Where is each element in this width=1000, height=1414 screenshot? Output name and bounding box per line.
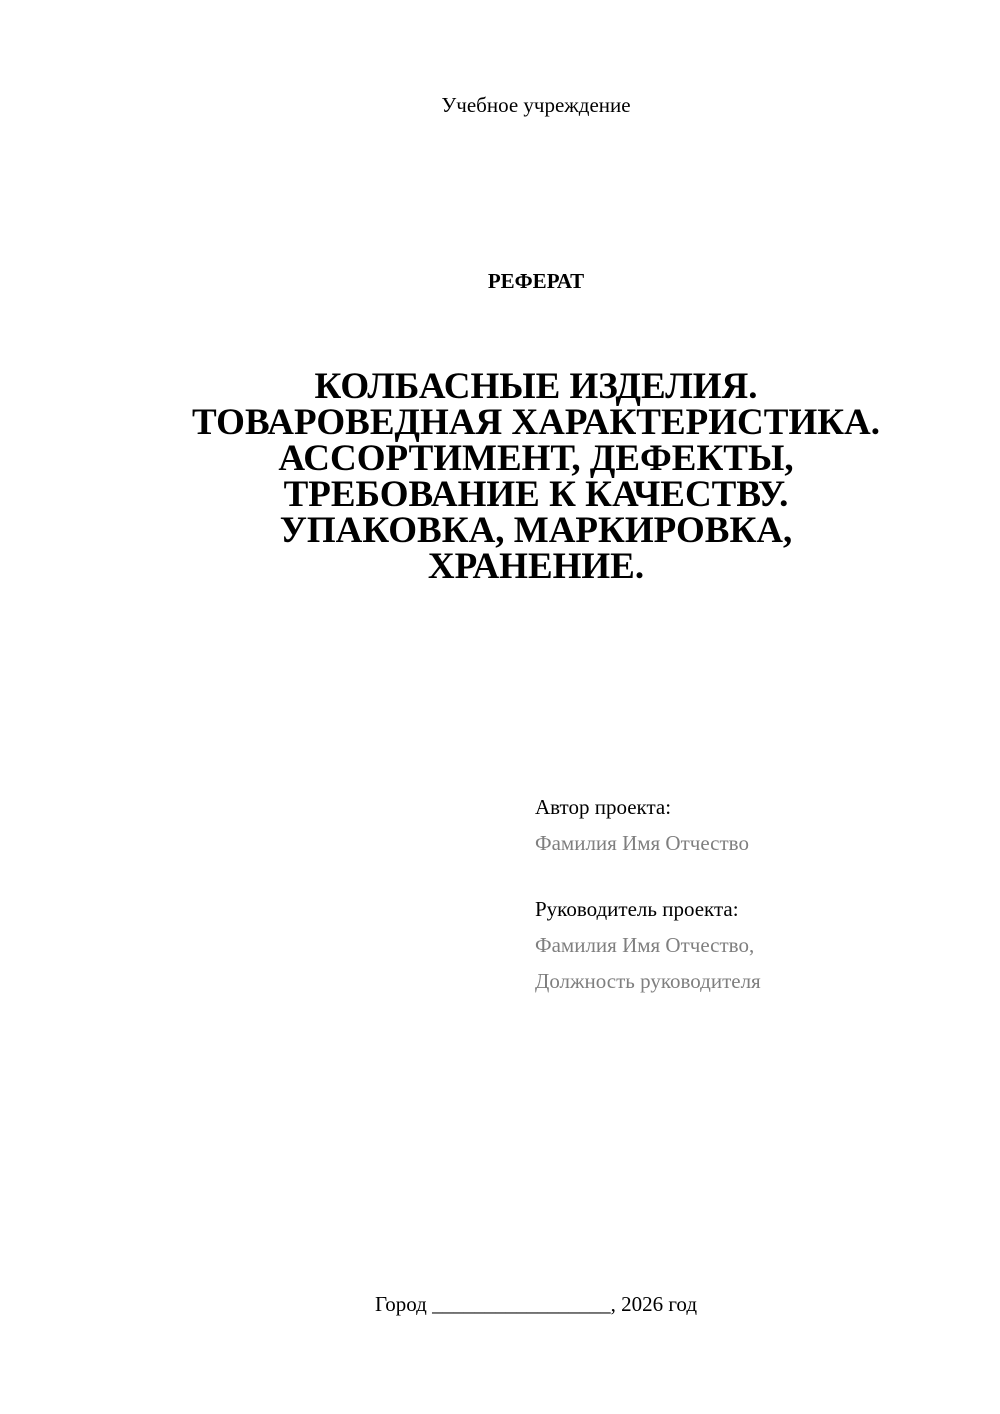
title-line: КОЛБАСНЫЕ ИЗДЕЛИЯ.	[314, 366, 758, 407]
title-line: ТОВАРОВЕДНАЯ ХАРАКТЕРИСТИКА.	[191, 402, 881, 443]
credits-block	[535, 789, 975, 999]
institution-name: Учебное учреждение	[441, 93, 631, 117]
title-line: ХРАНЕНИЕ.	[427, 546, 645, 587]
title-line: УПАКОВКА, МАРКИРОВКА,	[279, 510, 793, 551]
document-type: РЕФЕРАТ	[487, 269, 585, 293]
supervisor-name: Фамилия Имя Отчество,	[535, 933, 755, 957]
supervisor-label: Руководитель проекта:	[535, 897, 739, 921]
author-name: Фамилия Имя Отчество	[535, 831, 749, 855]
document-title	[0, 366, 1000, 587]
author-label: Автор проекта:	[535, 795, 672, 819]
credits-spacer	[535, 861, 975, 891]
supervisor-position: Должность руководителя	[535, 969, 761, 993]
title-line: АССОРТИМЕНТ, ДЕФЕКТЫ,	[278, 438, 794, 479]
title-line: ТРЕБОВАНИЕ К КАЧЕСТВУ.	[283, 474, 789, 515]
city-year-line: Город _________________, 2026 год	[374, 1292, 698, 1316]
